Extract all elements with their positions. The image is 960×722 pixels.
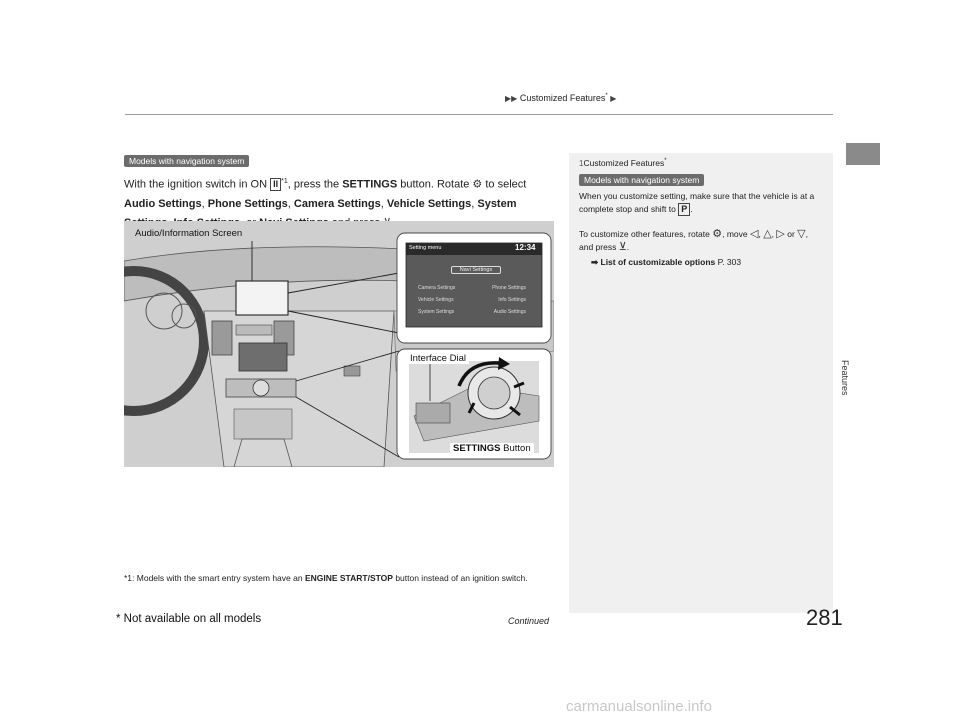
sidebar-title-text: Customized Features — [583, 158, 665, 168]
settings-label-rest: Button — [500, 443, 531, 454]
settings-button-label — [450, 443, 534, 454]
screen-option: Camera Settings — [418, 285, 456, 291]
separator: , — [201, 197, 208, 210]
move-right-icon: ▷ — [776, 228, 785, 240]
note-icon: 1 — [579, 159, 584, 168]
link-arrow-icon: ➡ — [591, 257, 599, 267]
rotate-dial-icon: ⚙ — [712, 228, 723, 240]
arrow-icon: ▶ — [610, 94, 617, 103]
separator: , — [380, 197, 387, 210]
page-number: 281 — [806, 605, 843, 630]
move-up-icon: △ — [763, 228, 772, 240]
intro-text: With the ignition switch in ON — [124, 178, 271, 191]
move-left-icon: ◁ — [749, 228, 759, 240]
sidebar-title-mark: * — [664, 158, 667, 165]
screen-title: Setting menu — [409, 245, 442, 251]
sidebar-text: To customize other features, rotate — [579, 229, 713, 239]
menu-item: Camera Settings — [293, 197, 381, 210]
footnote-bold: ENGINE START/STOP — [304, 573, 393, 583]
availability-note: * Not available on all models — [116, 613, 262, 625]
dashboard-illustration — [124, 221, 554, 467]
interface-dial-label: Interface Dial — [407, 353, 469, 364]
sidebar-paragraph-1 — [579, 190, 824, 216]
sidebar-text: . — [626, 242, 630, 252]
sidebar-text: When you customize setting, make sure that the vehicle is at a complete stop and shift to — [579, 191, 815, 214]
move-down-icon: ▽ — [797, 228, 806, 240]
double-arrow-icon: ▶▶ — [505, 94, 518, 103]
settings-bold: SETTINGS — [453, 443, 501, 454]
footnote-ref: *1 — [281, 178, 288, 185]
customizable-options-link[interactable] — [591, 257, 741, 268]
menu-item: Audio Settings — [124, 197, 202, 210]
navigation-model-badge: Models with navigation system — [124, 155, 249, 167]
footnote — [124, 570, 564, 587]
intro-text: to select — [482, 178, 527, 191]
sidebar-text: , — [771, 229, 777, 239]
audio-screen-label: Audio/Information Screen — [135, 228, 243, 239]
sidebar-paragraph-2 — [579, 228, 824, 254]
park-key-label: P — [678, 203, 690, 216]
sidebar-text: , move — [722, 229, 750, 239]
sidebar-text: or — [784, 229, 798, 239]
screen-option: Phone Settings — [492, 285, 526, 291]
link-text: List of customizable options — [600, 257, 716, 267]
screen-clock: 12:34 — [515, 243, 536, 252]
sidebar-text: , and press — [579, 229, 808, 252]
screen-option: System Settings — [418, 309, 455, 315]
screen-options-left — [418, 282, 455, 318]
separator: , — [287, 197, 294, 210]
breadcrumb-mark: * — [605, 93, 608, 99]
menu-item: Vehicle Settings — [386, 197, 472, 210]
sidebar-text: . — [690, 204, 693, 214]
screen-option: Vehicle Settings — [418, 297, 454, 303]
section-tab-marker — [846, 143, 880, 165]
footnote-suffix: button instead of an ignition switch. — [392, 573, 528, 583]
breadcrumb — [505, 93, 616, 103]
intro-text: , press the — [287, 178, 343, 191]
watermark: carmanualsonline.info — [566, 698, 712, 715]
press-dial-icon: ⊻ — [618, 241, 627, 253]
footnote-prefix: *1: Models with the smart entry system have an — [124, 573, 305, 583]
dashboard-drawing — [124, 221, 554, 467]
sidebar-text: , — [758, 229, 764, 239]
rotate-dial-icon: ⚙ — [472, 178, 483, 191]
screen-options-right — [484, 282, 526, 318]
continued-label: Continued — [508, 616, 550, 626]
settings-bold: SETTINGS — [342, 178, 398, 191]
intro-text: button. Rotate — [397, 178, 473, 191]
section-tab-label: Features — [840, 360, 850, 396]
breadcrumb-title: Customized Features — [519, 93, 606, 103]
link-page: P. 303 — [715, 257, 742, 267]
menu-item: System — [477, 197, 517, 210]
screen-selected-option: Navi Settings — [451, 266, 501, 274]
ignition-key-label: II — [270, 178, 281, 191]
menu-item: Phone Settings — [207, 197, 288, 210]
screen-option: Audio Settings — [493, 309, 526, 315]
header-rule — [125, 114, 833, 115]
separator: , — [471, 197, 478, 210]
screen-option: Info Settings — [498, 297, 526, 303]
sidebar-navigation-badge: Models with navigation system — [579, 174, 704, 186]
sidebar-title — [579, 158, 667, 168]
info-sidebar — [569, 153, 833, 613]
